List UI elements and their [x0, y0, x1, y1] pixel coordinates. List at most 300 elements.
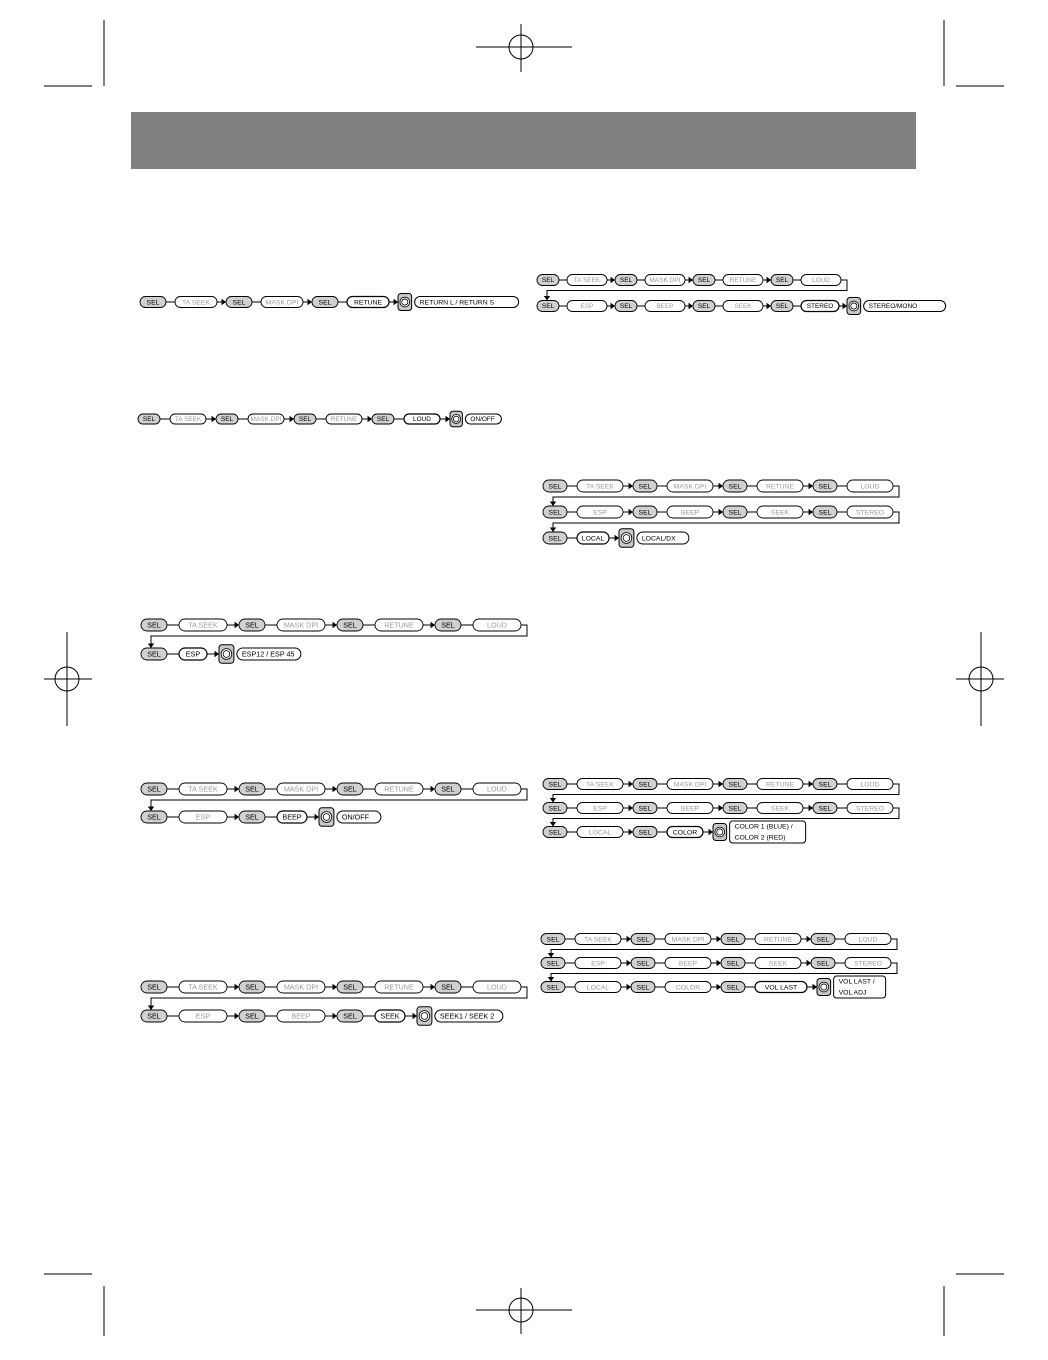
sel-step — [811, 958, 845, 969]
menu-step-local — [577, 532, 609, 544]
sel-step — [721, 982, 755, 993]
flow-arrowhead — [235, 984, 239, 990]
step-label: BEEP — [678, 960, 698, 968]
step-label: SEL — [376, 416, 390, 424]
result-label: SEEK1 / SEEK 2 — [439, 1011, 495, 1021]
step-label: SEEK — [734, 303, 752, 311]
step-label: SEL — [548, 829, 562, 837]
menu-step-beep — [665, 958, 721, 969]
menu-step-ta-seek — [577, 480, 633, 492]
sel-step — [239, 783, 277, 795]
diagram-return — [140, 293, 519, 310]
menu-step-mask-dpi — [277, 981, 337, 993]
flow-arrowhead — [717, 936, 721, 942]
menu-step-beep — [667, 803, 723, 814]
step-label: RETUNE — [330, 416, 358, 424]
sel-step — [811, 934, 845, 945]
menu-step-ta-seek — [175, 297, 226, 308]
result-label: COLOR 1 (BLUE) / — [734, 823, 793, 831]
step-label: SEL — [441, 620, 455, 630]
step-label: SEL — [245, 982, 259, 992]
menu-step-retune — [347, 297, 389, 308]
rotary-knob-icon — [847, 297, 861, 314]
step-label: MASK DPI — [283, 620, 319, 630]
sel-step — [541, 958, 575, 969]
step-label: SEL — [636, 960, 650, 968]
sel-step — [141, 648, 179, 660]
menu-step-mask-dpi — [667, 480, 723, 492]
step-label: RETUNE — [384, 620, 414, 630]
sel-step — [239, 811, 277, 823]
step-label: SEL — [245, 1011, 259, 1021]
step-label: LOCAL — [588, 829, 612, 837]
sel-step — [543, 803, 577, 814]
sel-step — [771, 301, 801, 312]
flow-arrowhead — [813, 984, 817, 990]
sel-step — [216, 414, 248, 424]
sel-step — [543, 827, 577, 838]
step-label: RETUNE — [765, 781, 795, 789]
sel-step — [631, 958, 665, 969]
step-label: MASK DPI — [671, 936, 705, 944]
result-label: VOL ADJ — [838, 989, 867, 997]
flow-arrowhead — [235, 622, 239, 628]
diagram-row — [541, 951, 897, 975]
sel-step — [435, 619, 473, 631]
sel-step — [543, 779, 577, 790]
menu-step-esp — [179, 811, 239, 823]
step-label: SEL — [728, 805, 742, 813]
flow-arrowhead — [315, 814, 319, 820]
step-label: TA SEEK — [188, 620, 218, 630]
menu-step-retune — [326, 414, 372, 424]
flow-arrowhead — [807, 936, 811, 942]
sel-step — [239, 619, 277, 631]
diagram-row — [543, 796, 899, 820]
sel-step — [239, 981, 277, 993]
flow-arrowhead — [235, 1013, 239, 1019]
sel-step — [141, 783, 179, 795]
step-label: TA SEEK — [174, 416, 202, 424]
menu-step-esp — [179, 1010, 239, 1022]
flow-arrowhead — [767, 303, 771, 309]
step-label: TA SEEK — [586, 781, 614, 789]
step-label: RETUNE — [729, 277, 757, 285]
result-label: STEREO/MONO — [868, 303, 918, 311]
sel-step — [633, 827, 667, 838]
flow-arrowhead — [290, 416, 294, 422]
step-label: TA SEEK — [188, 982, 218, 992]
step-label: SEL — [298, 416, 312, 424]
step-label: TA SEEK — [573, 277, 601, 285]
diagram-local — [543, 480, 899, 547]
step-label: SEL — [548, 535, 562, 543]
step-label: SEL — [245, 620, 259, 630]
flow-arrowhead — [807, 960, 811, 966]
flow-arrowhead — [446, 416, 450, 422]
diagram-row — [541, 975, 886, 999]
step-label: STEREO — [853, 960, 883, 968]
step-label: SEL — [697, 303, 711, 311]
step-label: STEREO — [806, 303, 834, 311]
sel-step — [721, 958, 755, 969]
sel-step — [813, 803, 847, 814]
menu-step-loud — [801, 275, 841, 286]
sel-step — [226, 297, 261, 308]
step-label: SEL — [441, 784, 455, 794]
step-label: SEL — [638, 509, 652, 517]
diagram-color — [543, 779, 899, 844]
sel-step — [633, 506, 667, 518]
step-label: SEL — [636, 984, 650, 992]
step-label: BEEP — [680, 509, 700, 517]
step-label: LOCAL — [581, 535, 605, 543]
step-label: SEL — [220, 416, 234, 424]
flow-arrowhead — [809, 805, 813, 811]
rotary-knob-icon — [450, 411, 462, 427]
menu-step-esp — [577, 803, 633, 814]
step-label: SEL — [147, 620, 161, 630]
sel-step — [631, 934, 665, 945]
menu-step-retune — [755, 934, 811, 945]
step-label: TA SEEK — [584, 936, 612, 944]
result-box — [637, 532, 689, 544]
step-label: SEL — [147, 1011, 161, 1021]
flow-arrowhead — [548, 977, 554, 981]
sel-step — [693, 275, 723, 286]
step-label: TA SEEK — [586, 483, 614, 491]
flow-arrowhead — [148, 807, 154, 811]
flow-arrowhead — [719, 781, 723, 787]
menu-step-stereo — [845, 958, 891, 969]
step-label: RETUNE — [384, 784, 414, 794]
flow-arrowhead — [809, 509, 813, 515]
rotary-knob-icon — [319, 808, 334, 827]
menu-step-local — [575, 982, 631, 993]
step-label: SEL — [147, 982, 161, 992]
menu-step-retune — [757, 779, 813, 790]
step-label: ESP — [593, 509, 607, 517]
result-box — [415, 297, 519, 308]
step-label: COLOR — [675, 984, 701, 992]
flow-arrowhead — [719, 483, 723, 489]
flow-arrowhead — [333, 1013, 337, 1019]
flow-arrowhead — [215, 651, 219, 657]
diagram-row — [537, 292, 946, 315]
diagram-row — [543, 524, 689, 547]
step-label: SEL — [546, 936, 560, 944]
diagram-row — [141, 619, 527, 637]
menu-step-color — [667, 827, 703, 838]
flow-arrowhead — [148, 1006, 154, 1010]
flow-arrowhead — [629, 509, 633, 515]
step-label: RETUNE — [353, 299, 383, 307]
menu-step-loud — [845, 934, 891, 945]
flow-arrowhead — [719, 509, 723, 515]
flow-arrowhead — [148, 644, 154, 648]
menu-step-mask-dpi — [261, 297, 312, 308]
flow-arrowhead — [689, 303, 693, 309]
step-label: TA SEEK — [188, 784, 218, 794]
sel-step — [771, 275, 801, 286]
sel-step — [543, 532, 577, 544]
step-label: BEEP — [282, 812, 302, 822]
sel-step — [138, 414, 170, 424]
menu-step-stereo — [801, 301, 839, 312]
step-label: SEL — [546, 984, 560, 992]
sel-step — [312, 297, 347, 308]
flow-arrowhead — [212, 416, 216, 422]
sel-step — [141, 1010, 179, 1022]
menu-step-local — [577, 827, 633, 838]
menu-step-beep — [277, 1010, 337, 1022]
flow-arrowhead — [333, 786, 337, 792]
sel-step — [615, 301, 645, 312]
step-label: ESP — [580, 303, 594, 311]
menu-step-seek — [723, 301, 771, 312]
result-label: ON/OFF — [470, 416, 495, 424]
sel-step — [337, 619, 375, 631]
result-label: ON/OFF — [341, 812, 370, 822]
menu-step-esp — [567, 301, 615, 312]
step-label: RETUNE — [384, 982, 414, 992]
result-box — [435, 1010, 503, 1022]
sel-step — [633, 803, 667, 814]
step-label: BEEP — [656, 303, 674, 311]
flow-arrowhead — [629, 829, 633, 835]
menu-step-beep — [277, 811, 307, 823]
menu-step-beep — [645, 301, 693, 312]
menu-step-stereo — [847, 506, 893, 518]
menu-step-retune — [375, 783, 435, 795]
result-label: RETURN L / RETURN S — [419, 299, 495, 307]
menu-step-ta-seek — [577, 779, 633, 790]
sel-step — [813, 506, 847, 518]
diagram-row — [543, 779, 899, 796]
diagram-row — [138, 411, 501, 427]
step-label: LOUD — [860, 483, 880, 491]
diagram-row — [141, 637, 301, 663]
step-label: SEL — [548, 483, 562, 491]
flow-arrowhead — [629, 483, 633, 489]
sel-step — [813, 480, 847, 492]
step-label: ESP — [591, 960, 605, 968]
diagram-row — [537, 275, 847, 292]
menu-step-loud — [847, 480, 893, 492]
flow-arrowhead — [717, 960, 721, 966]
step-label: LOUD — [858, 936, 878, 944]
step-label: SEEK — [770, 509, 790, 517]
step-label: SEL — [245, 784, 259, 794]
menu-step-esp — [179, 648, 207, 660]
step-label: SEL — [816, 960, 830, 968]
step-label: SEL — [726, 960, 740, 968]
step-label: SEL — [728, 781, 742, 789]
diagram-row — [543, 820, 806, 844]
step-label: SEL — [343, 982, 357, 992]
sel-step — [633, 779, 667, 790]
step-label: SEL — [818, 781, 832, 789]
diagram-row — [140, 293, 519, 310]
step-label: LOUD — [413, 416, 431, 424]
flow-arrowhead — [767, 277, 771, 283]
sel-step — [337, 1010, 375, 1022]
flow-arrowhead — [615, 535, 619, 541]
flow-arrowhead — [413, 1013, 417, 1019]
step-label: SEL — [343, 1011, 357, 1021]
flow-arrowhead — [717, 984, 721, 990]
diagram-row — [141, 999, 503, 1025]
sel-step — [337, 783, 375, 795]
step-label: ESP — [195, 812, 211, 822]
result-box — [834, 976, 886, 998]
result-label: VOL LAST / — [838, 978, 875, 986]
step-label: SEL — [343, 784, 357, 794]
rotary-knob-icon — [817, 978, 831, 995]
sel-step — [141, 811, 179, 823]
sel-step — [541, 982, 575, 993]
sel-step — [723, 779, 757, 790]
result-box — [864, 301, 946, 312]
step-label: SEEK — [380, 1011, 400, 1021]
step-label: SEL — [638, 805, 652, 813]
sel-step — [615, 275, 645, 286]
menu-step-mask-dpi — [665, 934, 721, 945]
step-label: SEL — [541, 277, 555, 285]
flow-arrowhead — [368, 416, 372, 422]
step-label: SEL — [638, 781, 652, 789]
sel-step — [543, 506, 577, 518]
rotary-knob-icon — [219, 645, 234, 664]
step-label: RETUNE — [765, 483, 795, 491]
flow-arrowhead — [611, 277, 615, 283]
flow-arrowhead — [550, 502, 556, 506]
flow-arrowhead — [843, 303, 847, 309]
flow-arrowhead — [689, 277, 693, 283]
step-label: BEEP — [680, 805, 700, 813]
flow-arrowhead — [809, 483, 813, 489]
step-label: SEL — [726, 936, 740, 944]
flow-arrowhead — [431, 984, 435, 990]
diagram-row — [141, 981, 527, 999]
step-label: MASK DPI — [649, 277, 681, 285]
step-label: SEL — [541, 303, 555, 311]
step-label: SEL — [441, 982, 455, 992]
step-label: LOUD — [487, 784, 507, 794]
menu-step-ta-seek — [567, 275, 615, 286]
sel-step — [337, 981, 375, 993]
sel-step — [723, 480, 757, 492]
step-label: SEL — [726, 984, 740, 992]
step-label: SEL — [636, 936, 650, 944]
menu-step-esp — [575, 958, 631, 969]
flow-arrowhead — [431, 622, 435, 628]
step-label: SEL — [343, 620, 357, 630]
menu-step-beep — [667, 506, 723, 518]
step-label: LOUD — [860, 781, 880, 789]
step-label: SEL — [548, 781, 562, 789]
step-label: SEL — [245, 812, 259, 822]
sel-step — [723, 803, 757, 814]
menu-step-loud — [473, 783, 521, 795]
sel-step — [141, 619, 179, 631]
step-label: SEL — [818, 483, 832, 491]
result-box — [237, 648, 301, 660]
menu-step-seek — [375, 1010, 405, 1022]
flow-arrowhead — [431, 786, 435, 792]
step-label: RETUNE — [763, 936, 793, 944]
menu-step-mask-dpi — [277, 619, 337, 631]
menu-step-retune — [757, 480, 813, 492]
diagram-row — [541, 934, 897, 951]
menu-step-vol-last — [755, 982, 807, 993]
step-label: SEL — [728, 509, 742, 517]
diagram-esp — [141, 619, 527, 663]
menu-step-mask-dpi — [667, 779, 723, 790]
flow-arrowhead — [709, 829, 713, 835]
flow-arrowhead — [809, 781, 813, 787]
menu-step-color — [665, 982, 721, 993]
flow-arrowhead — [627, 960, 631, 966]
menu-step-loud — [404, 414, 440, 424]
step-label: SEL — [318, 299, 332, 307]
step-label: LOUD — [812, 277, 830, 285]
menu-step-retune — [375, 981, 435, 993]
flow-arrowhead — [627, 936, 631, 942]
flow-arrowhead — [719, 805, 723, 811]
step-label: SEL — [816, 936, 830, 944]
flow-arrowhead — [629, 781, 633, 787]
step-label: SEL — [728, 483, 742, 491]
result-label: ESP12 / ESP 45 — [241, 649, 295, 659]
step-label: VOL LAST — [764, 984, 798, 992]
menu-step-mask-dpi — [645, 275, 693, 286]
step-label: SEL — [147, 812, 161, 822]
flow-arrowhead — [222, 299, 226, 305]
flow-arrowhead — [235, 786, 239, 792]
result-box — [465, 414, 501, 424]
sel-step — [631, 982, 665, 993]
flow-arrowhead — [611, 303, 615, 309]
menu-step-seek — [757, 506, 813, 518]
step-label: SEL — [146, 299, 160, 307]
sel-step — [239, 1010, 277, 1022]
flow-arrowhead — [394, 299, 398, 305]
sel-step — [537, 301, 567, 312]
sel-step — [435, 981, 473, 993]
sel-step — [543, 480, 577, 492]
step-label: ESP — [593, 805, 607, 813]
step-label: COLOR — [672, 829, 698, 837]
step-label: SEL — [548, 509, 562, 517]
sel-step — [723, 506, 757, 518]
menu-step-retune — [375, 619, 435, 631]
sel-step — [813, 779, 847, 790]
flow-arrowhead — [548, 953, 554, 957]
step-label: SEL — [147, 784, 161, 794]
step-label: ESP — [185, 649, 201, 659]
step-label: SEEK — [768, 960, 788, 968]
step-label: SEL — [546, 960, 560, 968]
sel-step — [541, 934, 575, 945]
flow-arrowhead — [629, 805, 633, 811]
step-label: SEL — [775, 303, 789, 311]
result-label: COLOR 2 (RED) — [734, 834, 786, 842]
step-label: MASK DPI — [673, 781, 707, 789]
flow-arrowhead — [550, 822, 556, 826]
step-label: SEL — [619, 277, 633, 285]
diagram-row — [543, 480, 899, 498]
